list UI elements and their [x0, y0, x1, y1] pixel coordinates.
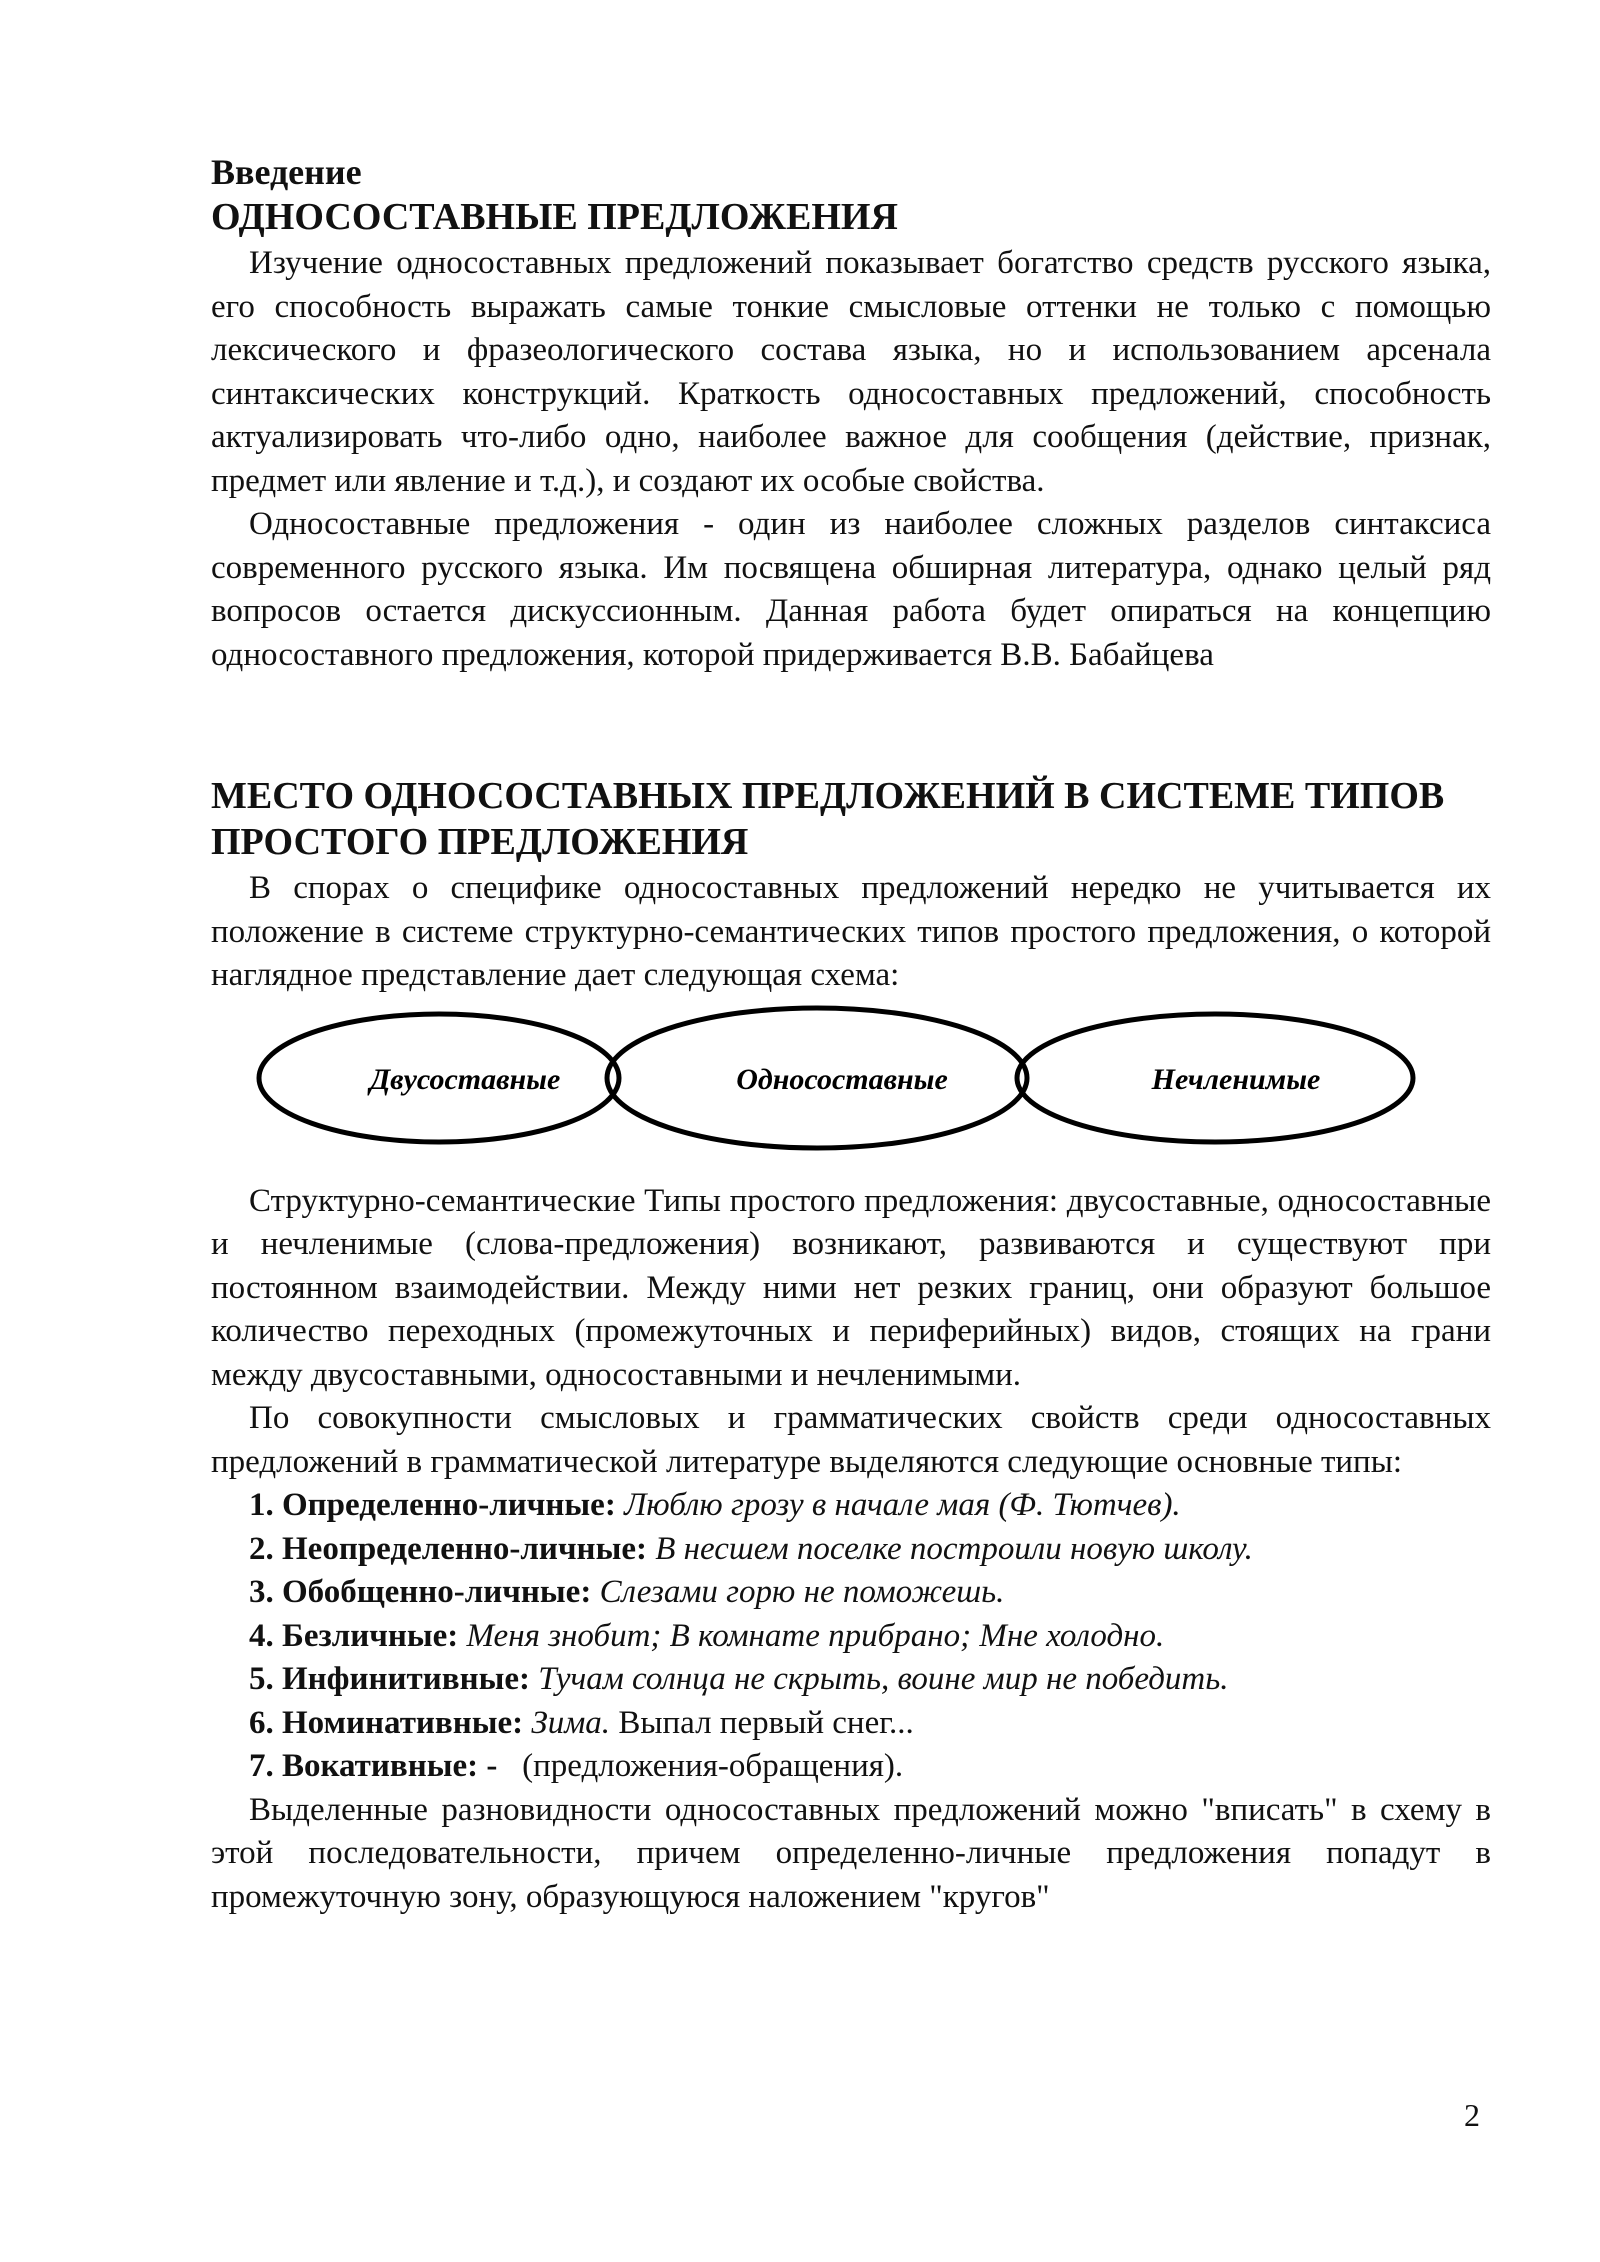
intro-paragraph-1: Изучение односоставных предложений показывает богатство средств русского языка, его способность выражать самые тонкие смысловые оттенки не только с помощью лексического и фразеологического состава языка, но и использованием арсенала синтаксических конструкций. Краткость односоставных предложений, способность актуализировать что-либо одно, наиболее важное для сообщения (действие, признак, предмет или явление и т.д.), и создают их особые свойства.: [211, 245, 1491, 499]
label-one-part: Односоставные: [736, 1062, 948, 1096]
label-indivisible: Нечленимые: [1151, 1062, 1321, 1096]
list-item: [249, 1484, 1491, 1528]
list-example: В несшем поселке построили новую школу.: [655, 1530, 1253, 1567]
section-paragraph-1: Структурно-семантические Типы простого предложения: двусоставные, односоставные и нечленимые (слова-предложения) возникают, развиваются и существуют при постоянном взаимодействии. Между ними нет резких границ, они образуют большое количество переходных (промежуточных и периферийных) видов, стоящих на грани между двусоставными, односоставными и нечленимыми.: [211, 1182, 1491, 1393]
list-example: Тучам солнца не скрыть, воине мир не победить.: [538, 1661, 1229, 1697]
list-number: 2.: [249, 1530, 274, 1567]
list-term: Обобщенно-личные:: [282, 1574, 592, 1610]
list-term: Номинативные:: [282, 1704, 524, 1741]
list-number: 5.: [249, 1661, 274, 1697]
list-number: 4.: [249, 1617, 274, 1654]
list-number: 7.: [249, 1748, 274, 1784]
list-number: 1.: [249, 1487, 274, 1523]
label-two-part: Двусоставные: [369, 1062, 561, 1096]
list-item: [249, 1658, 1491, 1702]
section-paragraph-2: По совокупности смысловых и грамматических свойств среди односоставных предложений в грамматической литературе выделяются следующие основные типы:: [211, 1400, 1491, 1480]
list-item: [249, 1702, 1491, 1746]
list-number: 3.: [249, 1574, 274, 1610]
list-number: 6.: [249, 1704, 274, 1741]
section-title: МЕСТО ОДНОСОСТАВНЫХ ПРЕДЛОЖЕНИЙ В СИСТЕМЕ ТИПОВ ПРОСТОГО ПРЕДЛОЖЕНИЯ: [211, 775, 1445, 863]
page-number: 2: [1464, 2097, 1480, 2133]
main-title: ОДНОСОСТАВНЫЕ ПРЕДЛОЖЕНИЯ: [211, 196, 898, 238]
list-example: Зима.: [531, 1704, 611, 1741]
list-example: Слезами горю не поможешь.: [599, 1574, 1005, 1610]
list-term: Неопределенно-личные:: [282, 1530, 647, 1567]
list-term: Определенно-личные:: [282, 1487, 616, 1523]
closing-paragraph: Выделенные разновидности односоставных предложений можно "вписать" в схему в этой последовательности, причем определенно-личные предложения попадут в промежуточную зону, образующуюся наложением "кругов": [211, 1791, 1491, 1915]
list-plain-text: (предложения-обращения).: [522, 1748, 904, 1784]
intro-paragraph-2: Односоставные предложения - один из наиболее сложных разделов синтаксиса современного русского языка. Им посвящена обширная литература, однако целый ряд вопросов остается дискуссионным. Данная работа будет опираться на концепцию односоставного предложения, которой придерживается В.В. Бабайцева: [211, 506, 1491, 673]
list-item: [249, 1615, 1491, 1659]
page-content: [211, 150, 1491, 1919]
list-item: [249, 1571, 1491, 1615]
sentence-types-list: [211, 1484, 1491, 1789]
list-term: Вокативные: -: [282, 1748, 498, 1784]
list-term: Инфинитивные:: [282, 1661, 531, 1697]
list-term: Безличные:: [282, 1617, 459, 1654]
list-item: [249, 1745, 1491, 1789]
list-plain-text: Выпал первый снег...: [618, 1704, 914, 1741]
sentence-types-diagram: [211, 1002, 1491, 1172]
section-intro-paragraph: В спорах о специфике односоставных предложений нередко не учитывается их положение в системе структурно-семантических типов простого предложения, о которой наглядное представление дает следующая схема:: [211, 870, 1491, 993]
list-item: [249, 1528, 1491, 1572]
list-example: Меня знобит; В комнате прибрано; Мне холодно.: [466, 1617, 1165, 1654]
list-example: Люблю грозу в начале мая (Ф. Тютчев).: [624, 1487, 1181, 1523]
intro-heading: Введение: [211, 152, 362, 192]
